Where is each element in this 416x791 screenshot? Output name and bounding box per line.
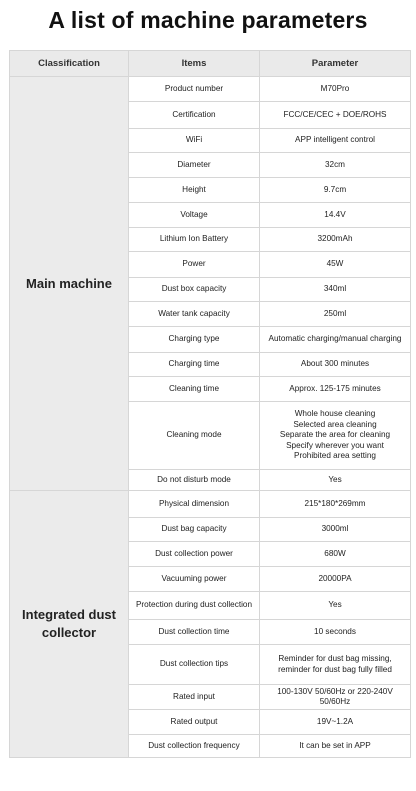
parameter-value-line: FCC/CE/CEC + DOE/ROHS <box>283 109 387 119</box>
parameter-value-line: 19V~1.2A <box>316 716 354 726</box>
parameter-value-line: 215*180*269mm <box>304 498 366 508</box>
parameter-value <box>260 402 411 470</box>
table-body <box>10 77 411 758</box>
table-row <box>10 491 411 518</box>
parameter-value <box>260 710 411 735</box>
parameter-value <box>260 685 411 710</box>
parameter-value-line: Reminder for dust bag missing, <box>278 654 392 663</box>
parameter-value-line: About 300 minutes <box>300 359 370 369</box>
item-name: Dust collection tips <box>129 645 260 685</box>
table-header-row <box>10 51 411 77</box>
parameter-value <box>260 203 411 228</box>
parameter-value <box>260 278 411 302</box>
parameters-table <box>9 50 411 758</box>
parameter-value <box>260 518 411 542</box>
item-name: Rated output <box>129 710 260 735</box>
item-name: Certification <box>129 102 260 129</box>
parameter-value-line: Prohibited area setting <box>294 451 376 461</box>
parameter-value-line: Approx. 125-175 minutes <box>289 383 381 393</box>
item-name: Dust collection power <box>129 542 260 567</box>
parameter-value <box>260 302 411 327</box>
item-name: Lithium Ion Battery <box>129 228 260 252</box>
parameter-value <box>260 77 411 102</box>
parameter-value <box>260 153 411 178</box>
parameter-value-line: 340ml <box>323 284 347 294</box>
item-name: Dust collection frequency <box>129 735 260 758</box>
parameter-value-line: 3000ml <box>321 524 349 534</box>
item-name: Cleaning mode <box>129 402 260 470</box>
table-row <box>10 77 411 102</box>
header-items: Items <box>129 51 260 77</box>
item-name: Diameter <box>129 153 260 178</box>
parameter-value <box>260 470 411 491</box>
parameter-value-line: Automatic charging/manual charging <box>268 334 402 344</box>
parameter-value-line: 100-130V 50/60Hz or 220-240V 50/60Hz <box>277 686 393 706</box>
item-name: WiFi <box>129 129 260 153</box>
parameter-value <box>260 327 411 353</box>
parameter-value-line: 14.4V <box>324 209 346 219</box>
item-name: Power <box>129 252 260 278</box>
parameter-value-line: 10 seconds <box>314 626 356 636</box>
parameter-value-line: 45W <box>326 259 344 269</box>
parameter-value-line: Separate the area for cleaning <box>279 430 391 440</box>
parameter-value <box>260 620 411 645</box>
parameter-value-line: 250ml <box>323 308 347 318</box>
parameter-value-line: M70Pro <box>320 83 350 93</box>
parameter-value <box>260 102 411 129</box>
parameter-value <box>260 228 411 252</box>
page-title: A list of machine parameters <box>48 7 368 33</box>
item-name: Water tank capacity <box>129 302 260 327</box>
item-name: Height <box>129 178 260 203</box>
item-name: Charging time <box>129 353 260 377</box>
item-name: Cleaning time <box>129 377 260 402</box>
group-classification: Integrated dust collector <box>10 491 129 758</box>
item-name: Dust bag capacity <box>129 518 260 542</box>
item-name: Vacuuming power <box>129 567 260 592</box>
parameter-value-line: 20000PA <box>318 573 352 583</box>
item-name: Voltage <box>129 203 260 228</box>
parameter-value-line: Specify wherever you want <box>286 440 384 450</box>
parameter-value <box>260 377 411 402</box>
parameter-value <box>260 353 411 377</box>
item-name: Charging type <box>129 327 260 353</box>
parameter-value <box>260 645 411 685</box>
parameter-value <box>260 735 411 758</box>
parameter-value <box>260 252 411 278</box>
parameter-value-line: Yes <box>328 474 342 484</box>
item-name: Dust collection time <box>129 620 260 645</box>
parameter-value <box>260 567 411 592</box>
header-classification: Classification <box>10 51 129 77</box>
item-name: Rated input <box>129 685 260 710</box>
parameter-value <box>260 542 411 567</box>
parameter-value-line: Yes <box>328 600 342 610</box>
header-parameter: Parameter <box>260 51 411 77</box>
parameter-value-line: 3200mAh <box>317 234 353 244</box>
item-name: Dust box capacity <box>129 278 260 302</box>
item-name: Physical dimension <box>129 491 260 518</box>
parameter-value <box>260 491 411 518</box>
parameter-value-line: 9.7cm <box>323 184 347 194</box>
parameter-value-line: It can be set in APP <box>299 740 371 750</box>
parameter-value-line: 32cm <box>324 159 346 169</box>
parameter-value <box>260 178 411 203</box>
item-name: Do not disturb mode <box>129 470 260 491</box>
group-classification: Main machine <box>10 77 129 491</box>
parameter-value <box>260 592 411 620</box>
item-name: Protection during dust collection <box>129 592 260 620</box>
parameter-value <box>260 129 411 153</box>
item-name: Product number <box>129 77 260 102</box>
parameter-value-line: APP intelligent control <box>295 135 375 145</box>
parameter-value-line: Selected area cleaning <box>293 419 377 429</box>
parameter-value-line: reminder for dust bag fully filled <box>278 664 392 674</box>
parameter-value-line: 680W <box>324 548 346 558</box>
parameter-value-line: Whole house cleaning <box>294 409 376 419</box>
